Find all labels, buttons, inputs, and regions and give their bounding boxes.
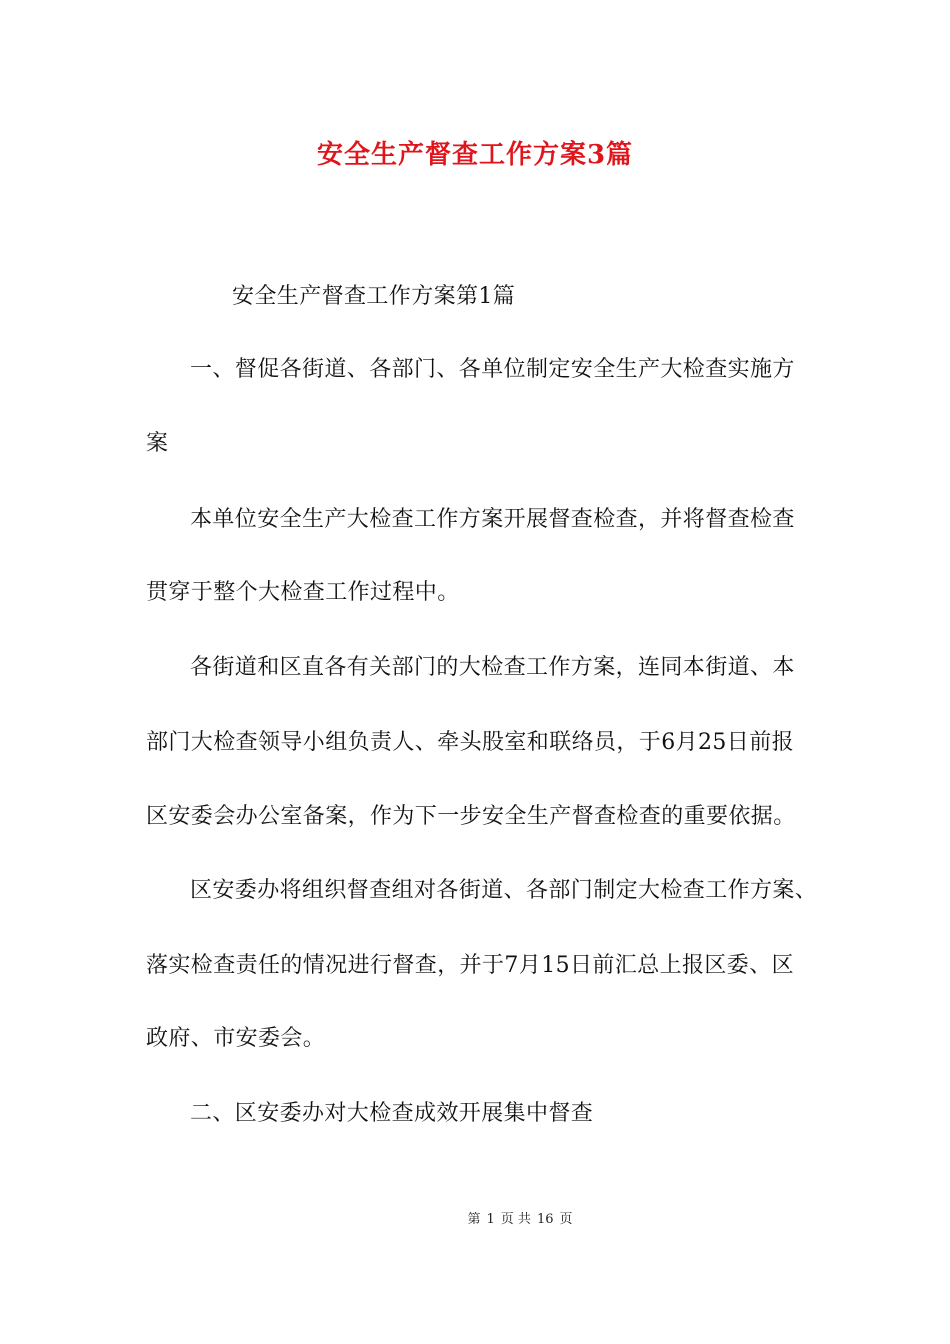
paragraph-line: 本单位安全生产大检查工作方案开展督查检查，并将督查检查 <box>190 507 795 532</box>
document-title: 安全生产督查工作方案3篇 <box>316 140 634 170</box>
paragraph-line: 政府、市安委会。 <box>146 1026 326 1051</box>
footer-total-pages: 16 <box>536 1212 554 1227</box>
paragraph-line: 案 <box>146 431 169 456</box>
footer-middle: 页 共 <box>500 1212 531 1227</box>
footer-suffix: 页 <box>559 1212 573 1227</box>
section-heading: 安全生产督查工作方案第1篇 <box>232 284 516 309</box>
footer-page-number: 1 <box>486 1212 495 1227</box>
paragraph-line: 二、区安委办对大检查成效开展集中督查 <box>190 1101 594 1126</box>
page-footer <box>0 1208 950 1227</box>
paragraph-line: 部门大检查领导小组负责人、牵头股室和联络员，于6月25日前报 <box>146 730 794 755</box>
paragraph-line: 落实检查责任的情况进行督查，并于7月15日前汇总上报区委、区 <box>146 953 794 978</box>
footer-prefix: 第 <box>467 1212 481 1227</box>
paragraph-line: 贯穿于整个大检查工作过程中。 <box>146 580 460 605</box>
paragraph-line: 一、督促各街道、各部门、各单位制定安全生产大检查实施方 <box>190 357 795 382</box>
paragraph-line: 各街道和区直各有关部门的大检查工作方案，连同本街道、本 <box>190 655 795 680</box>
paragraph-line: 区安委办将组织督查组对各街道、各部门制定大检查工作方案、 <box>190 878 818 903</box>
paragraph-line: 区安委会办公室备案，作为下一步安全生产督查检查的重要依据。 <box>146 804 796 829</box>
